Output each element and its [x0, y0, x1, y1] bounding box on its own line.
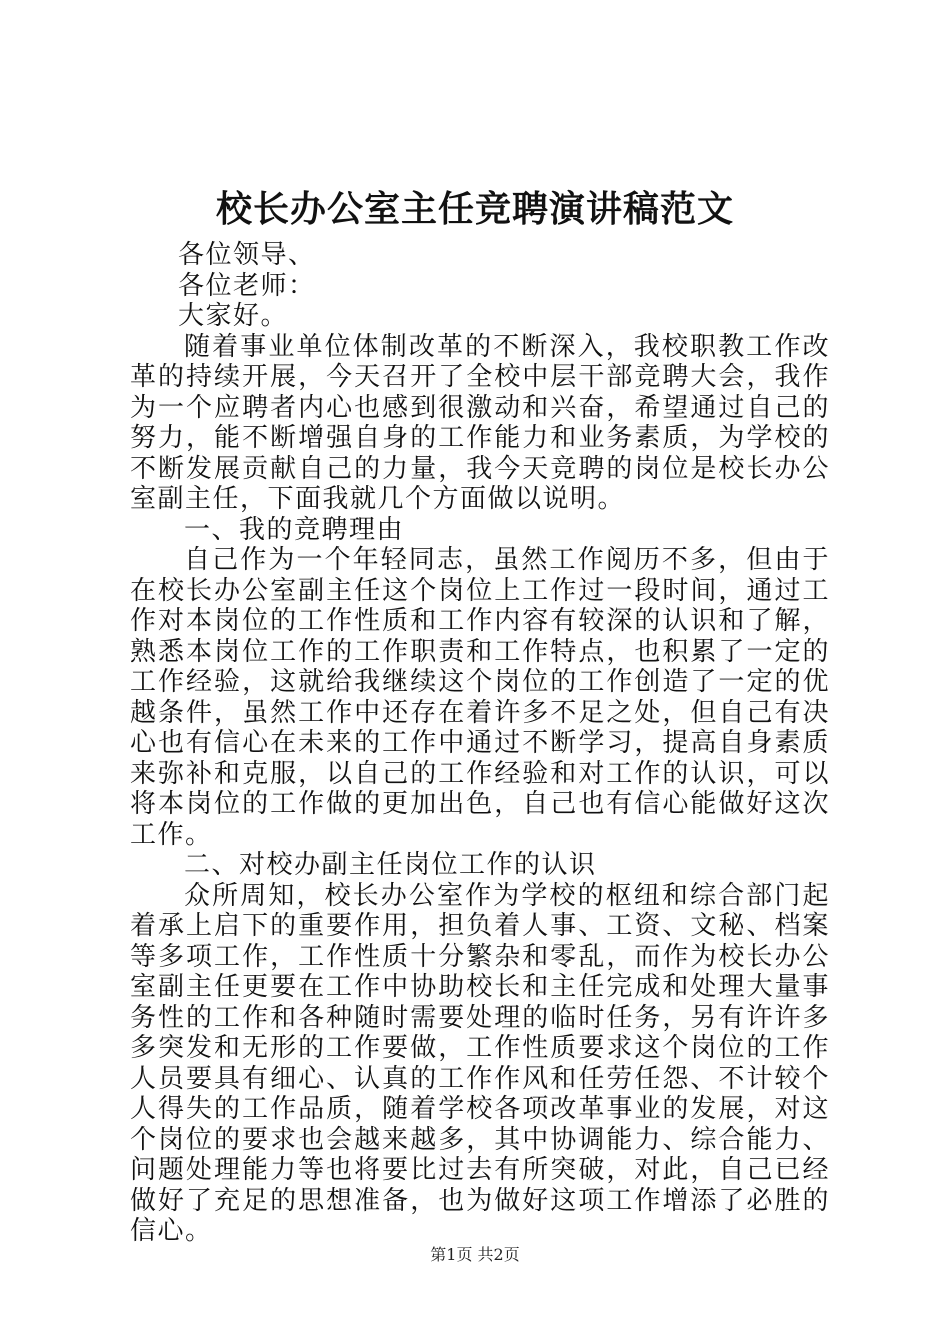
salutation-teachers: 各位老师： — [178, 270, 316, 301]
document-body — [130, 240, 830, 1247]
section-heading-1: 一、我的竞聘理由 — [184, 514, 405, 545]
document-title: 校长办公室主任竞聘演讲稿范文 — [215, 188, 734, 230]
paragraph-understanding: 众所周知，校长办公室作为学校的枢纽和综合部门起着承上启下的重要作用，担负着人事、工资、文秘、档案等多项工作，工作性质十分繁杂和零乱，而作为校长办公室副主任更要在工作中协助校长和主任完成和处理大量事务性的工作和各种随时需要处理的临时任务，另有许许多多突发和无形的工作要做，工作性质要求这个岗位的工作人员要具有细心、认真的工作作风和任劳任怨、不计较个人得失的工作品质，随着学校各项改革事业的发展，对这个岗位的要求也会越来越多，其中协调能力、综合能力、问题处理能力等也将要比过去有所突破，对此，自己已经做好了充足的思想准备，也为做好这项工作增添了必胜的信心。 — [130, 880, 830, 1246]
paragraph-reasons: 自己作为一个年轻同志，虽然工作阅历不多，但由于在校长办公室副主任这个岗位上工作过一段时间，通过工作对本岗位的工作性质和工作内容有较深的认识和了解，熟悉本岗位工作的工作职责和工作特点，也积累了一定的工作经验，这就给我继续这个岗位的工作创造了一定的优越条件，虽然工作中还存在着许多不足之处，但自己有决心也有信心在未来的工作中通过不断学习，提高自身素质来弥补和克服，以自己的工作经验和对工作的认识，可以将本岗位的工作做的更加出色，自己也有信心能做好这次工作。 — [130, 545, 830, 850]
paragraph-intro: 随着事业单位体制改革的不断深入，我校职教工作改革的持续开展，今天召开了全校中层干部竞聘大会，我作为一个应聘者内心也感到很激动和兴奋，希望通过自己的努力，能不断增强自身的工作能力和业务素质，为学校的不断发展贡献自己的力量，我今天竞聘的岗位是校长办公室副主任，下面我就几个方面做以说明。 — [130, 331, 830, 514]
salutation-leaders: 各位领导、 — [178, 240, 316, 270]
section-heading-2: 二、对校办副主任岗位工作的认识 — [184, 850, 597, 880]
greeting: 大家好。 — [178, 301, 289, 331]
page-footer: 第1页 共2页 — [430, 1245, 520, 1264]
